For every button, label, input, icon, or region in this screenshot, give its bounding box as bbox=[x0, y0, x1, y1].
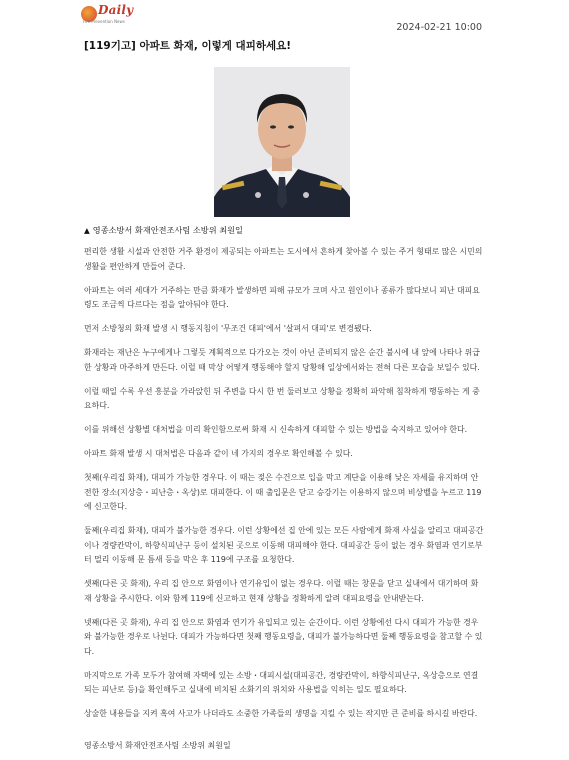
paragraph: 먼저 소방청의 화재 발생 시 행동지침이 '무조건 대피'에서 '살펴서 대피'로 변경됐다. bbox=[84, 324, 372, 333]
logo-text: Daily bbox=[98, 3, 134, 17]
paragraph: 상술한 내용들을 지켜 혹여 사고가 나더라도 소중한 가족들의 생명을 지킬 수 있는 작지만 큰 준비를 하시길 바란다. bbox=[84, 709, 478, 718]
author-portrait-image bbox=[214, 67, 350, 217]
paragraph: 이를 위해선 상황별 대처법을 미리 확인함으로써 화재 시 신속하게 대피할 수 있는 방법을 숙지하고 있어야 한다. bbox=[84, 425, 468, 434]
paragraph: 셋째(다른 곳 화재), 우리 집 안으로 화염이나 연기유입이 없는 경우다. 이럴 때는 창문을 닫고 실내에서 대기하며 화재 상황을 주시한다. 이와 함께 119에 신고하고 현재 상황을 정확하게 알려 대피요령을 안내받는다. bbox=[84, 579, 479, 603]
article-body bbox=[84, 245, 484, 731]
paragraph: 둘째(우리집 화재), 대피가 불가능한 경우다. 이런 상황에선 집 안에 있는 모든 사람에게 화재 사실을 알리고 대피공간이나 경량칸막이, 하향식피난구 등이 설치된 곳으로 이동해 대피해야 한다. 대피공간 등이 없는 경우 화염과 연기로부터 멀리 이동해 문 틈새 등을 막은 후 119에 구조를 요청한다. bbox=[84, 526, 484, 564]
article-title: [119기고] 아파트 화재, 이렇게 대피하세요! bbox=[84, 40, 292, 52]
photo-caption-text: 영종소방서 화재안전조사팀 소방위 최원일 bbox=[92, 225, 243, 235]
paragraph: 넷째(다른 곳 화재), 우리 집 안으로 화염과 연기가 유입되고 있는 순간이다. 이런 상황에선 다시 대피가 가능한 경우와 불가능한 경우로 나뉜다. 대피가 가능하다면 첫째 행동요령을, 대피가 불가능하다면 둘째 행동요령을 참고할 수 있다. bbox=[84, 617, 483, 656]
paragraph: 화재라는 재난은 누구에게나 그렇듯 계획적으로 다가오는 것이 아닌 준비되지 않은 순간 불시에 내 앞에 나타나 위급한 상황과 마주하게 만든다. 이럴 때 막상 어떻게 행동해야 할지 당황해 일상에서와는 전혀 다른 모습을 보일수 있다. bbox=[84, 348, 480, 372]
author-photo bbox=[214, 67, 350, 217]
paragraph: 아파트는 여러 세대가 거주하는 만큼 화재가 발생하면 피해 규모가 크며 사고 원인이나 종류가 많다보니 피난 대피요령도 조금씩 다르다는 점을 알아둬야 한다. bbox=[84, 285, 480, 309]
publish-date: 2024-02-21 10:00 bbox=[396, 22, 482, 33]
paragraph: 첫째(우리집 화재), 대피가 가능한 경우다. 이 때는 젖은 수건으로 입을 막고 계단을 이용해 낮은 자세를 유지하며 안전한 장소(지상층・피난층・옥상)로 대피한다. 이 때 출입문은 닫고 승강기는 이용하지 않으며 비상벨을 누르고 119에 신고한다. bbox=[84, 473, 482, 511]
photo-caption bbox=[84, 225, 243, 236]
author-signature: 영종소방서 화재안전조사팀 소방위 최원일 bbox=[84, 741, 231, 750]
logo-subtitle: Fire Prevention News bbox=[83, 19, 125, 24]
site-logo[interactable] bbox=[81, 3, 141, 27]
paragraph: 편리한 생활 시설과 안전한 거주 환경이 제공되는 아파트는 도시에서 흔하게 찾아볼 수 있는 주거 형태로 많은 시민의 생활을 편안하게 만들어 준다. bbox=[84, 247, 483, 271]
paragraph: 아파트 화재 발생 시 대처법은 다음과 같이 네 가지의 경우로 확인해볼 수 있다. bbox=[84, 449, 353, 458]
triangle-up-icon: ▲ bbox=[84, 226, 90, 235]
paragraph: 마지막으로 가족 모두가 참여해 자택에 있는 소방・대피시설(대피공간, 경량칸막이, 하향식피난구, 옥상층으로 연결되는 피난로 등)을 확인해두고 실내에 비치된 소화기의 위치와 사용법을 익히는 일도 필요하다. bbox=[84, 670, 479, 694]
paragraph: 이럴 때일 수록 우선 흥분을 가라앉힌 뒤 주변을 다시 한 번 둘러보고 상황을 정확히 파악해 침착하게 행동하는 게 중요하다. bbox=[84, 386, 480, 410]
